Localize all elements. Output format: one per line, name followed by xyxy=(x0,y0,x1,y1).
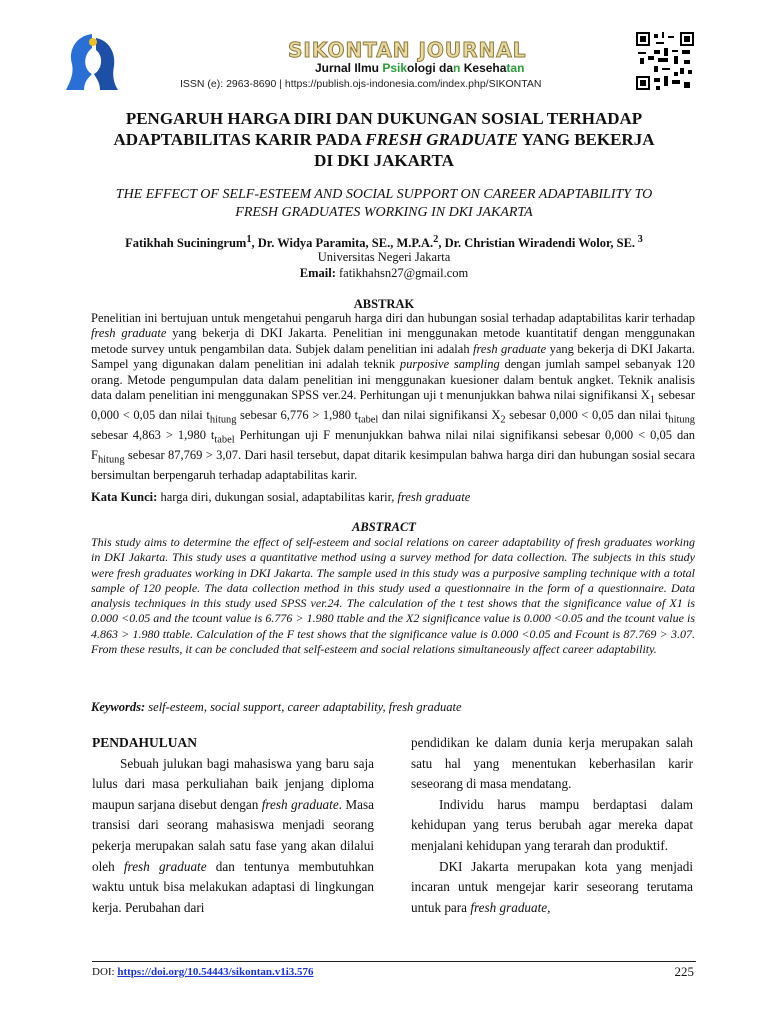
keywords: Keywords: self-esteem, social support, career adaptability, fresh graduate xyxy=(91,700,462,714)
abstract-body: This study aims to determine the effect of self-esteem and social relations on career adaptability of fresh graduates working in DKI Jakarta. This study uses a quantitative method using a survey method for data collection. The subjects in this study were fresh graduates working in DKI Jakarta. The sample used in this study was a purposive sampling technique with a total sample of 120 people. The data collection method in this study used a questionnaire in the form of a questionnaire. Data analysis techniques in this study used SPSS ver.24. The calculation of the t test shows that the significance value of X1 is 0.000 <0.05 and the tcount value is 6.776 > 1.980 ttable and the X2 significance value is 0.000 <0.05 and the tcount value is 4.863 > 1.980 ttable. Calculation of the F test shows that the significance value is 0.000 <0.05 and Fcount is 87.769 > 3.07. From these results, it can be concluded that self-esteem and social relations simultaneously affect career adaptability. xyxy=(91,535,695,657)
kata-kunci: Kata Kunci: harga diri, dukungan sosial, adaptabilitas karir, fresh graduate xyxy=(91,490,471,504)
journal-logo-icon xyxy=(62,30,120,94)
affiliation: Universitas Negeri Jakarta xyxy=(317,250,451,264)
qr-code-icon xyxy=(636,32,694,90)
abstrak-body: Penelitian ini bertujuan untuk mengetahui pengaruh harga diri dan hubungan sosial terhadap adaptabilitas karir terhadap fresh graduate yang bekerja di DKI Jakarta. Penelitian ini menggunakan metode kuantitatif dengan menggunakan metode survey untuk pengambilan data. Subjek dalam penelitian ini adalah fresh graduate yang bekerja di DKI Jakarta. Sampel yang digunakan dalam penelitian ini adalah teknik purposive sampling dengan jumlah sampel sebanyak 120 orang. Metode pengumpulan data dalam penelitian ini menggunakan kuesioner dalam bentuk angket. Teknik analisis data dalam penelitian ini menggunakan SPSS ver.24. Perhitungan uji t menunjukkan bahwa nilai signifikansi $X_1$ sebesar 0,000 < 0,05 dan nilai $t_{hitung}$ sebesar 6,776 > 1,980 $t_{tabel}$ dan nilai signifikansi $X_2$ sebesar 0,000 < 0,05 dan nilai $t_{hitung}$ sebesar 4,863 > 1,980 $t_{tabel}$ Perhitungan uji F menunjukkan bahwa nilai nilai signifikansi sebesar 0,000 < 0,05 dan $F_{hitung}$ sebesar 87,769 > 3,07. Dari hasil tersebut, dapat ditarik kesimpulan bahwa harga diri dan hubungan sosial secara bersimultan berpengaruh terhadap adaptabilitas karir. xyxy=(91,311,696,482)
journal-name: SIKONTAN JOURNAL xyxy=(288,38,527,62)
body-column-right xyxy=(411,733,693,918)
author-list: Fatikhah Suciningrum$^1$, Dr. Widya Paramita, SE., M.P.A.$^2$, Dr. Christian Wiradendi Wolor, SE. $^3$ xyxy=(125,234,643,251)
paragraph: DKI Jakarta merupakan kota yang menjadi incaran untuk mengejar karir seseorang terutama untuk para fresh graduate, xyxy=(411,858,693,915)
section-title: PENDAHULUAN xyxy=(92,735,198,750)
doi-line: DOI: https://doi.org/10.54443/sikontan.v1i3.576 xyxy=(92,966,314,978)
issn-line: ISSN (e): 2963-8690 | https://publish.ojs-indonesia.com/index.php/SIKONTAN xyxy=(180,78,542,90)
journal-subtitle: Jurnal Ilmu Psikologi dan Kesehatan xyxy=(315,61,525,75)
paragraph: Sebuah julukan bagi mahasiswa yang baru saja lulus dari masa perkuliahan baik jenjang diploma maupun sarjana disebut dengan fresh graduate. Masa transisi dari seorang mahasiswa menjadi seorang pekerja merupakan salah satu fase yang akan dilalui oleh fresh graduate dan tentunya membutuhkan waktu untuk bisa melakukan adaptasi di lingkungan kerja. Perubahan dari xyxy=(92,755,374,915)
abstract-heading: ABSTRACT xyxy=(352,520,416,534)
journal-header xyxy=(0,0,768,100)
paper-title: PENGARUH HARGA DIRI DAN DUKUNGAN SOSIAL TERHADAP ADAPTABILITAS KARIR PADA FRESH GRADUATE YANG BEKERJA DI DKI JAKARTA xyxy=(113,109,655,170)
footer-rule xyxy=(92,961,696,962)
page-number: 225 xyxy=(674,964,694,979)
email-address[interactable]: fatikhahsn27@gmail.com xyxy=(339,266,469,280)
paper-title-english: THE EFFECT OF SELF-ESTEEM AND SOCIAL SUPPORT ON CAREER ADAPTABILITY TO FRESH GRADUATES WORKING IN DKI JAKARTA xyxy=(115,187,653,220)
paragraph: Individu harus mampu berdaptasi dalam kehidupan yang terus berubah agar mereka dapat menjalani kehidupan yang terarah dan produktif. xyxy=(411,796,693,853)
body-column-left xyxy=(92,733,374,918)
doi-link[interactable]: https://doi.org/10.54443/sikontan.v1i3.576 xyxy=(117,966,314,978)
email-line: Email: fatikhahsn27@gmail.com xyxy=(299,266,469,280)
abstrak-heading: ABSTRAK xyxy=(353,297,415,311)
paragraph: pendidikan ke dalam dunia kerja merupakan salah satu hal yang menentukan keberhasilan karir seseorang di masa mendatang. xyxy=(411,735,693,792)
